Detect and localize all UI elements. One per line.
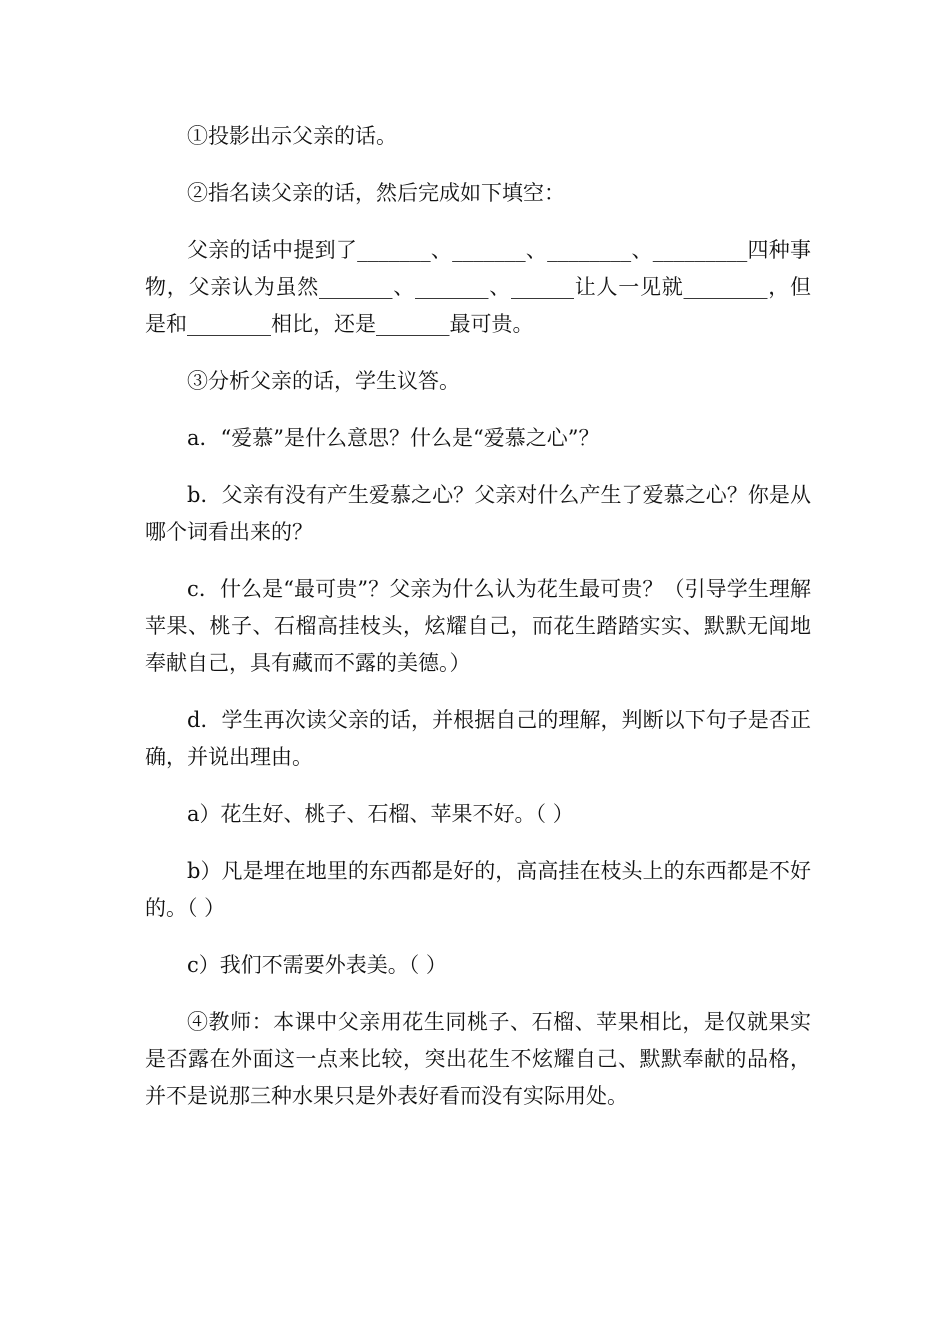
question-d: d．学生再次读父亲的话，并根据自己的理解，判断以下句子是否正确，并说出理由。 (145, 708, 811, 769)
question-a: a．“爱慕”是什么意思？什么是“爱慕之心”？ (187, 426, 600, 450)
judgement-c: c）我们不需要外表美。（ ） (187, 953, 447, 977)
document-page (145, 118, 811, 1135)
question-c: c．什么是“最可贵”？父亲为什么认为花生最可贵？（引导学生理解苹果、桃子、石榴高挂枝头，炫耀自己，而花生踏踏实实、默默无闻地奉献自己，具有藏而不露的美德。） (145, 577, 811, 675)
paragraph-fill-instruction: ②指名读父亲的话，然后完成如下填空： (187, 181, 565, 205)
paragraph-projection: ①投影出示父亲的话。 (187, 124, 397, 148)
paragraph-analysis: ③分析父亲的话，学生议答。 (187, 369, 460, 393)
question-b: b．父亲有没有产生爱慕之心？父亲对什么产生了爱慕之心？你是从哪个词看出来的？ (145, 483, 811, 544)
judgement-b: b）凡是埋在地里的东西都是好的，高高挂在枝头上的东西都是不好的。（ ） (145, 859, 811, 920)
judgement-a: a）花生好、桃子、石榴、苹果不好。（ ） (187, 802, 574, 826)
paragraph-teacher: ④教师：本课中父亲用花生同桃子、石榴、苹果相比，是仅就果实是否露在外面这一点来比较，突出花生不炫耀自己、默默奉献的品格，并不是说那三种水果只是外表好看而没有实际用处。 (145, 1010, 811, 1108)
paragraph-fill-blanks: 父亲的话中提到了_______、_______、________、_________四种事物，父亲认为虽然_______、_______、______让人一见就________，但是和________相比，还是_______最可贵。 (145, 238, 811, 336)
